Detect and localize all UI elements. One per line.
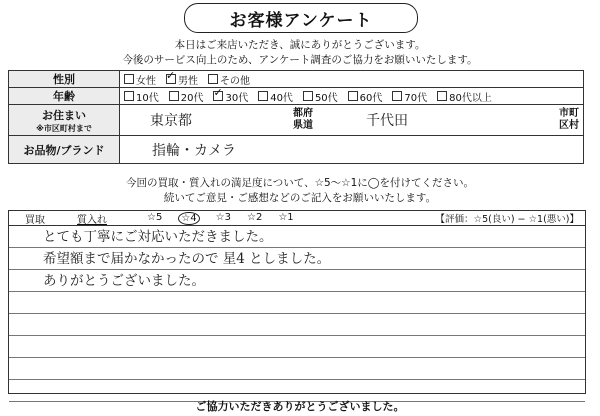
star-option[interactable]: ☆5 <box>147 211 163 223</box>
age-checkbox[interactable] <box>303 91 313 101</box>
gender-option[interactable] <box>166 72 198 87</box>
city-suffix-1: 市町 <box>559 108 579 119</box>
age-option[interactable] <box>258 89 293 104</box>
comment-area[interactable] <box>9 226 585 402</box>
address-label <box>9 105 120 136</box>
star-option[interactable]: ☆2 <box>246 211 263 223</box>
star-option[interactable]: ☆3 <box>215 211 231 223</box>
buy-label[interactable]: 買取 <box>25 214 45 226</box>
gender-option-label: 女性 <box>136 75 156 87</box>
intro-line-2: 今後のサービス向上のため、アンケート調査のご協力をお願いいたします。 <box>122 54 478 66</box>
age-option[interactable] <box>348 89 383 104</box>
age-option-label: 70代 <box>404 92 428 104</box>
age-checkbox[interactable] <box>392 91 402 101</box>
evaluation-header <box>9 211 585 226</box>
age-checkbox[interactable] <box>258 91 268 101</box>
age-option[interactable] <box>124 89 159 104</box>
comment-line: ありがとうございました。 <box>9 270 585 292</box>
footer-thanks: ご協力いただきありがとうございました。 <box>195 400 405 413</box>
city-value: 千代田 <box>366 113 408 129</box>
gender-option[interactable] <box>208 72 250 87</box>
address-field[interactable] <box>120 105 584 136</box>
age-option-label: 40代 <box>270 92 293 104</box>
prefecture-suffix-2: 県道 <box>293 120 313 131</box>
age-label: 年齢 <box>9 88 120 105</box>
items-value: 指輪・カメラ <box>152 142 236 159</box>
address-label-text: お住まい <box>42 108 86 122</box>
age-checkbox[interactable] <box>169 91 179 101</box>
gender-checkbox[interactable] <box>166 74 176 84</box>
age-checkbox[interactable] <box>124 91 134 101</box>
city-suffix <box>555 108 583 132</box>
instructions <box>0 176 600 206</box>
instructions-line-1: 今回の買取・質入れの満足度について、☆5〜☆1に◯を付けてください。 <box>125 177 475 189</box>
age-option-label: 80代以上 <box>449 92 492 104</box>
comment-line <box>9 358 585 380</box>
city-suffix-2: 区村 <box>559 120 579 131</box>
prefecture-value: 東京都 <box>150 113 192 129</box>
age-option-label: 30代 <box>225 92 249 104</box>
age-option[interactable] <box>392 89 427 104</box>
age-option[interactable] <box>437 89 492 104</box>
age-option[interactable] <box>303 89 338 104</box>
age-options <box>120 88 584 105</box>
age-option-label: 10代 <box>136 92 159 104</box>
comment-line <box>9 336 585 358</box>
items-field[interactable] <box>120 136 584 164</box>
items-label: お品物/ブランド <box>9 136 120 164</box>
survey-form-table <box>8 70 584 164</box>
intro-text <box>0 38 600 68</box>
age-option[interactable] <box>213 89 248 104</box>
pawn-label-text: 質入れ <box>77 214 107 226</box>
pawn-label[interactable] <box>77 211 147 226</box>
address-sublabel: ※市区町村まで <box>36 123 92 133</box>
star-option[interactable]: ☆4 <box>178 212 199 225</box>
gender-options <box>120 71 584 88</box>
age-checkbox[interactable] <box>437 91 447 101</box>
star-rating <box>147 212 436 225</box>
gender-option-label: 男性 <box>178 75 198 87</box>
gender-checkbox[interactable] <box>124 74 134 84</box>
comment-line: とても丁寧にご対応いただきました。 <box>9 226 585 248</box>
age-option-label: 20代 <box>180 92 204 104</box>
rating-legend: 【評価：☆5(良い) − ☆1(悪い)】 <box>435 214 579 225</box>
comment-line <box>9 292 585 314</box>
gender-option-label: その他 <box>220 75 250 87</box>
star-option[interactable]: ☆1 <box>278 211 294 223</box>
instructions-line-2: 続いてご意見・ご感想などのご記入をお願いいたします。 <box>163 192 437 204</box>
gender-label: 性別 <box>9 71 120 88</box>
intro-line-1: 本日はご来店いただき、誠にありがとうございます。 <box>174 39 426 51</box>
age-checkbox[interactable] <box>348 91 358 101</box>
prefecture-suffix-1: 都府 <box>293 108 313 119</box>
gender-option[interactable] <box>124 72 156 87</box>
comment-line <box>9 314 585 336</box>
age-option-label: 50代 <box>314 92 338 104</box>
prefecture-suffix <box>290 108 316 132</box>
evaluation-box <box>8 210 586 394</box>
comment-line: 希望額まで届かなかったので 星4 としました。 <box>9 248 585 270</box>
age-option-label: 60代 <box>359 92 383 104</box>
gender-checkbox[interactable] <box>208 74 218 84</box>
age-option[interactable] <box>169 89 204 104</box>
form-title: お客様アンケート <box>184 3 418 33</box>
age-checkbox[interactable] <box>213 91 223 101</box>
